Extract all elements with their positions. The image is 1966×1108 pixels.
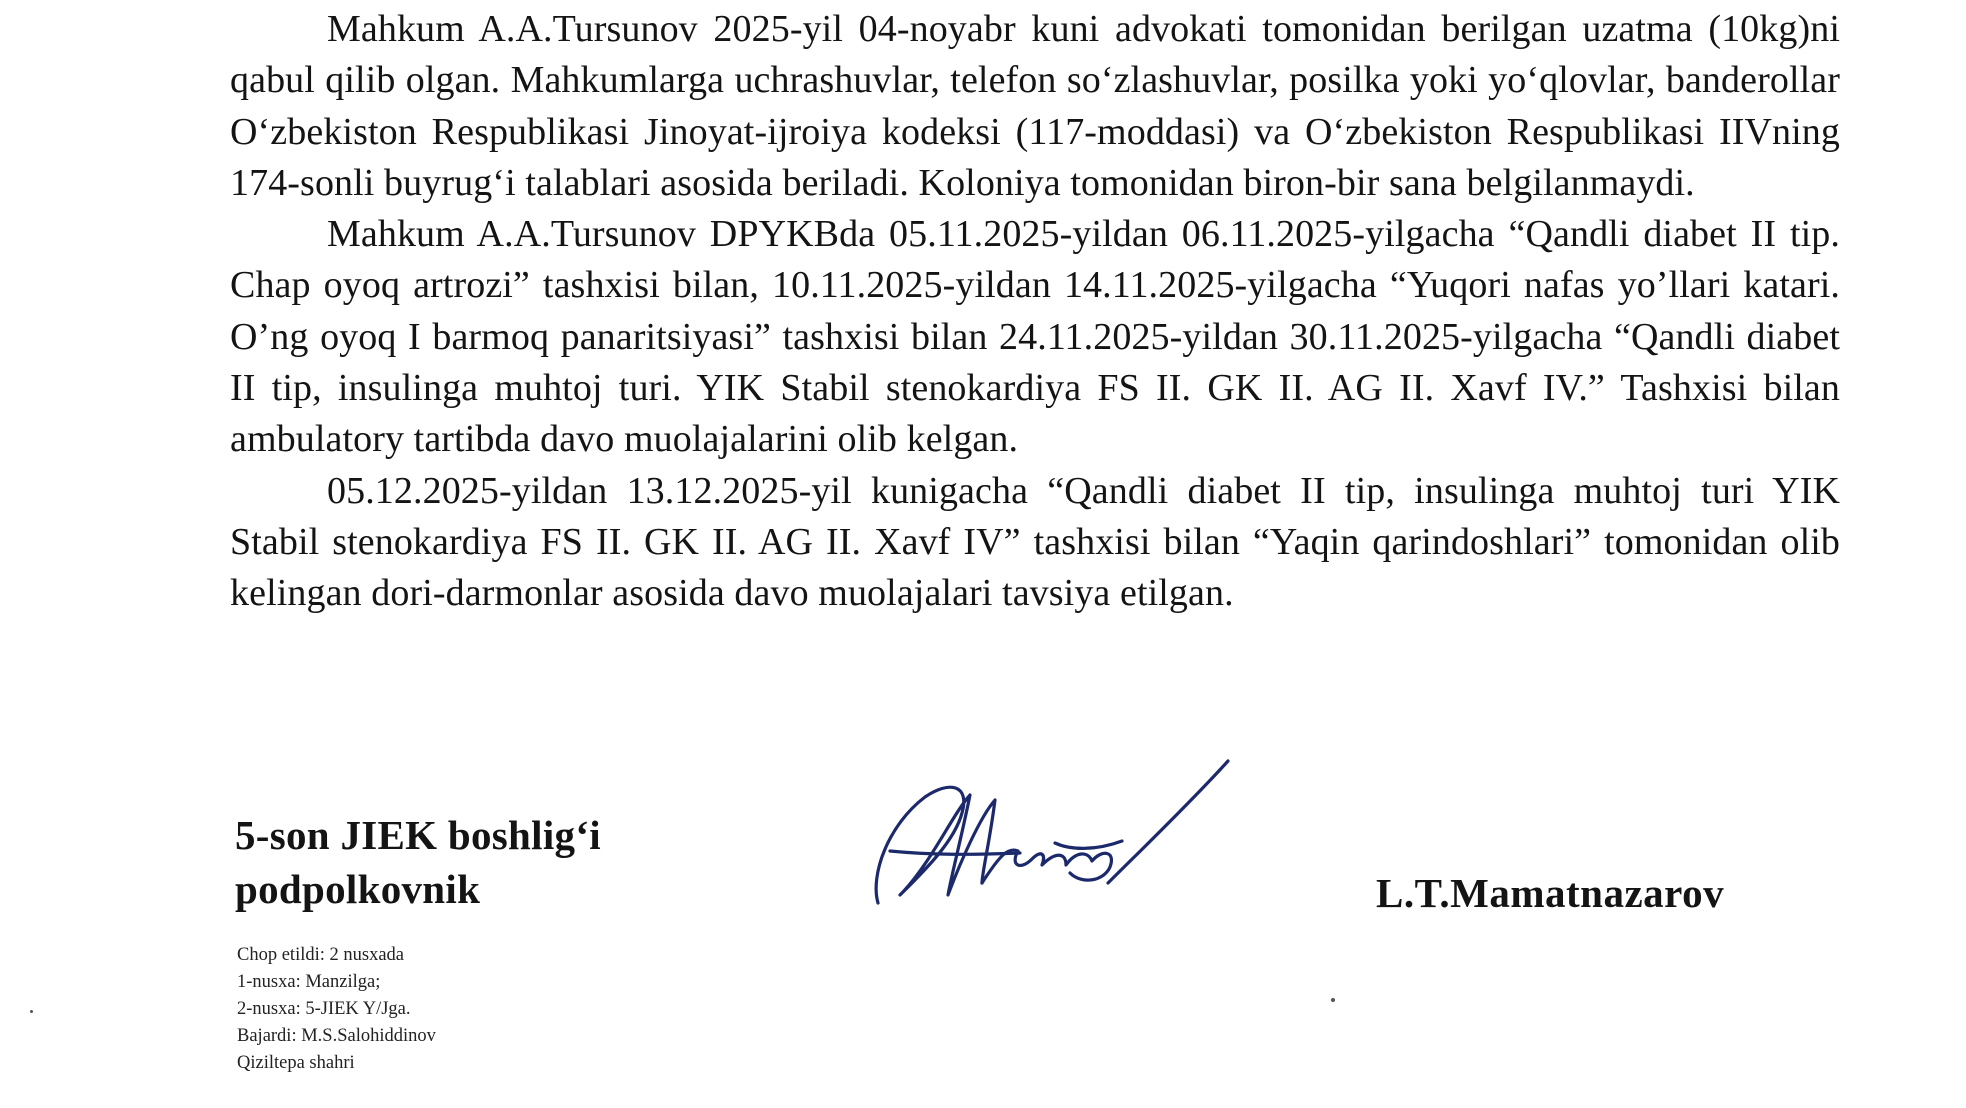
footnote-executor: Bajardi: M.S.Salohiddinov <box>237 1026 436 1046</box>
footnote-copy-2: 2-nusxa: 5-JIEK Y/Jga. <box>237 999 411 1019</box>
paragraph-recommendation: 05.12.2025-yildan 13.12.2025-yil kunigacha “Qandli diabet II tip, insulinga muhtoj turi YIK Stabil stenokardiya FS II. GK II. AG II. Xavf IV” tashxisi bilan “Yaqin qarindoshlari” tomonidan olib kelingan dori-darmonlar asosida davo muolajalari tavsiya etilgan. <box>230 469 1840 615</box>
paragraph-treatment-history: Mahkum A.A.Tursunov DPYKBda 05.11.2025-yildan 06.11.2025-yilgacha “Qandli diabet II tip. Chap oyoq artrozi” tashxisi bilan, 10.11.2025-yildan 14.11.2025-yilgacha “Yuqori nafas yo’llari katari. O’ng oyoq I barmoq panaritsiyasi” tashxisi bilan 24.11.2025-yildan 30.11.2025-yilgacha “Qandli diabet II tip, insulinga muhtoj turi. YIK Stabil stenokardiya FS II. GK II. AG II. Xavf IV.” Tashxisi bilan ambulatory tartibda davo muolajalarini olib kelgan. <box>230 213 1840 461</box>
signatory-title <box>235 808 601 916</box>
signatory-name: L.T.Mamatnazarov <box>1376 870 1725 916</box>
footnote-copy-1: 1-nusxa: Manzilga; <box>237 972 381 992</box>
footnote-city: Qiziltepa shahri <box>237 1053 355 1073</box>
footnote-copies: Chop etildi: 2 nusxada <box>237 945 404 965</box>
print-footnote <box>237 942 436 1077</box>
signatory-position: 5-son JIEK boshlig‘i <box>235 812 601 858</box>
document-body <box>230 4 1840 620</box>
scan-speck <box>1331 998 1335 1002</box>
handwritten-signature <box>870 755 1230 915</box>
signatory-rank: podpolkovnik <box>235 866 481 912</box>
scan-speck <box>30 1010 33 1013</box>
paragraph-parcel: Mahkum A.A.Tursunov 2025-yil 04-noyabr kuni advokati tomonidan berilgan uzatma (10kg)ni qabul qilib olgan. Mahkumlarga uchrashuvlar, telefon so‘zlashuvlar, posilka yoki yo‘qlovlar, banderollar O‘zbekiston Respublikasi Jinoyat-ijroiya kodeksi (117-moddasi) va O‘zbekiston Respublikasi IIVning 174-sonli buyrug‘i talablari asosida beriladi. Koloniya tomonidan biron-bir sana belgilanmaydi. <box>230 8 1840 204</box>
